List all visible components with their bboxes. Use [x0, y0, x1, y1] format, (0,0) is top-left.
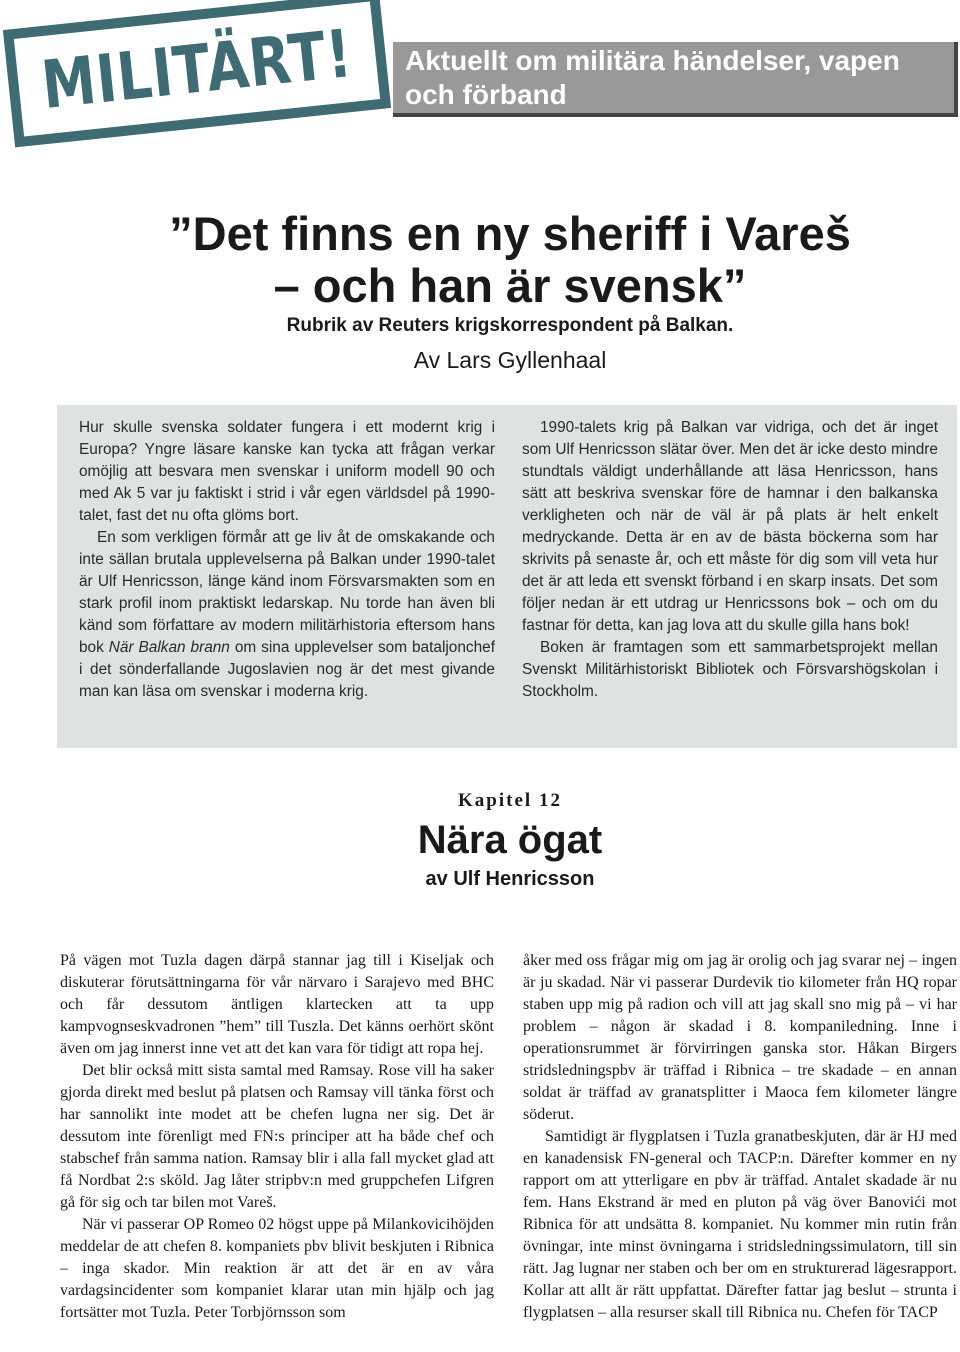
section-banner: [393, 42, 958, 117]
headline-line-1: ”Det finns en ny sheriff i Vareš: [169, 207, 851, 260]
body-paragraph: åker med oss frågar mig om jag är orolig och jag svarar nej – ingen är ju skadad. När vi passerar Durdevik tio kilometer från HQ ropar staben upp mig på radion och vill att jag skall sno mig på – vi har problem – någon är skadad i 8. kompaniledning. Inne i operationsrummet är förvirringen ganska stor. Håkan Birgers stridsledningspbv är träffad i Ribnica – tre skadade – en annan soldat är träffad av granatsplitter i Maoca fem kilometer längre söderut.: [523, 952, 957, 1123]
chapter-author: av Ulf Henricsson: [425, 868, 595, 890]
book-title: När Balkan brann: [108, 639, 230, 656]
intro-paragraph: Hur skulle svenska soldater fungera i ett modernt krig i Europa? Yngre läsare kanske kan tycka att frågan verkar omöjlig att besvara men svenskar i uniform modell 90 och med Ak 5 var ju faktiskt i strid i vår egen världsdel på 1990-talet, fast det nu ofta glöms bort.: [79, 419, 495, 524]
body-paragraph: Samtidigt är flygplatsen i Tuzla granatbeskjuten, där är HJ med en kanadensisk FN-general och TACP:n. Därefter kommer en ny rapport om att ytterligare en pbv är träffad. Antalet skadade är nu fem. Hans Ekstrand är med en pluton på väg över Banovići mot Ribnica för att undsätta 8. kompaniet. Nu kommer min rutin från övningar, inte minst övningarna i stridsledningssimulatorn, till sin rätt. Jag lugnar ner staben och ber om en strukturerad lägesrapport. Kollar att allt är rätt uppfattat. Därefter fattar jag beslut – strunta i flygplatsen – alla resurser skall till Ribnica nu. Chefen för TACP: [523, 1128, 957, 1321]
militart-stamp: [3, 0, 391, 147]
article-byline: Av Lars Gyllenhaal: [413, 347, 607, 373]
intro-paragraph: Boken är framtagen som ett sammarbetsprojekt mellan Svenskt Militärhistoriskt Bibliotek och Försvarshögskolan i Stockholm.: [522, 639, 938, 700]
body-left-column: [60, 950, 494, 1324]
body-paragraph: När vi passerar OP Romeo 02 högst uppe på Milankovicihöjden meddelar de att chefen 8. kompaniets pbv blivit beskjuten i Ribnica – inga skador. Min reaktion är att det är en av våra vardagsincidenter som kompaniet klarar utan min hjälp och jag fortsätter mot Tuzla. Peter Torbjörnsson som: [60, 1216, 494, 1321]
intro-box: [57, 405, 957, 748]
intro-text: om sina upplevelser som bataljonchef i det sönderfallande Jugoslavien nog är det mest givande man kan läsa om svenskar i moderna krig.: [79, 639, 495, 700]
intro-left-column: [79, 417, 495, 703]
stamp-text: MILITÄRT!: [38, 14, 356, 124]
intro-right-column: [522, 417, 938, 703]
headline-line-2: – och han är svensk”: [273, 259, 747, 312]
banner-title: Aktuellt om militära händelser, vapen och förband: [405, 45, 900, 110]
intro-text: En som verkligen förmår att ge liv åt de omskakande och inte sällan brutala upplevelserna på Balkan under 1990-talet är Ulf Henricsson, länge känd inom Försvarsmakten som en stark profil inom praktiskt ledarskap. Nu torde han även bli känd som författare av modern militärhistoria eftersom hans bok: [79, 529, 495, 656]
article-headline: [100, 208, 920, 312]
headline-caption: Rubrik av Reuters krigskorrespondent på Balkan.: [286, 315, 734, 336]
chapter-title: Nära ögat: [417, 818, 603, 862]
chapter-label: Kapitel 12: [458, 790, 562, 811]
body-paragraph: Det blir också mitt sista samtal med Ramsay. Rose vill ha saker gjorda direkt med beslut på platsen och Ramsay vill tänka först och har sannolikt inte modet att be chefen lugna ner sig. Det är dessutom inte förenligt med FN:s principer att ha både chef och stabschef från samma nation. Ramsay blir i alla fall mycket glad att få Nordbat 2:s sköld. Jag låter stripbv:n med gruppchefen Lifgren gå för sig och tar bilen mot Vareš.: [60, 1062, 494, 1211]
intro-paragraph: 1990-talets krig på Balkan var vidriga, och det är inget som Ulf Henricsson slätar över. Men det är icke desto mindre stundtals väldigt underhållande att läsa Henricsson, hans sätt att beskriva svenskar före de hamnar i den balkanska verkligheten och när de väl är på plats är helt enkelt medryckande. Detta är en av de bästa böckerna som har skrivits på senaste år, och ett måste för dig som vill veta hur det är att leda ett svenskt förband i en skarp insats. Det som följer nedan är ett utdrag ur Henricssons bok – och om du fastnar för detta, kan jag lova att du skulle gilla hans bok!: [522, 419, 938, 634]
body-paragraph: På vägen mot Tuzla dagen därpå stannar jag till i Kiseljak och diskuterar förutsättningarna för vår närvaro i Sarajevo med BHC och får dessutom äntligen klartecken att ta upp kampvognseskvadronen ”hem” till Tuszla. Det känns oerhört skönt även om jag innerst inne vet att det kan vara för tidigt att ropa hej.: [60, 952, 494, 1057]
body-right-column: [523, 950, 957, 1324]
intro-paragraph: [79, 527, 495, 703]
